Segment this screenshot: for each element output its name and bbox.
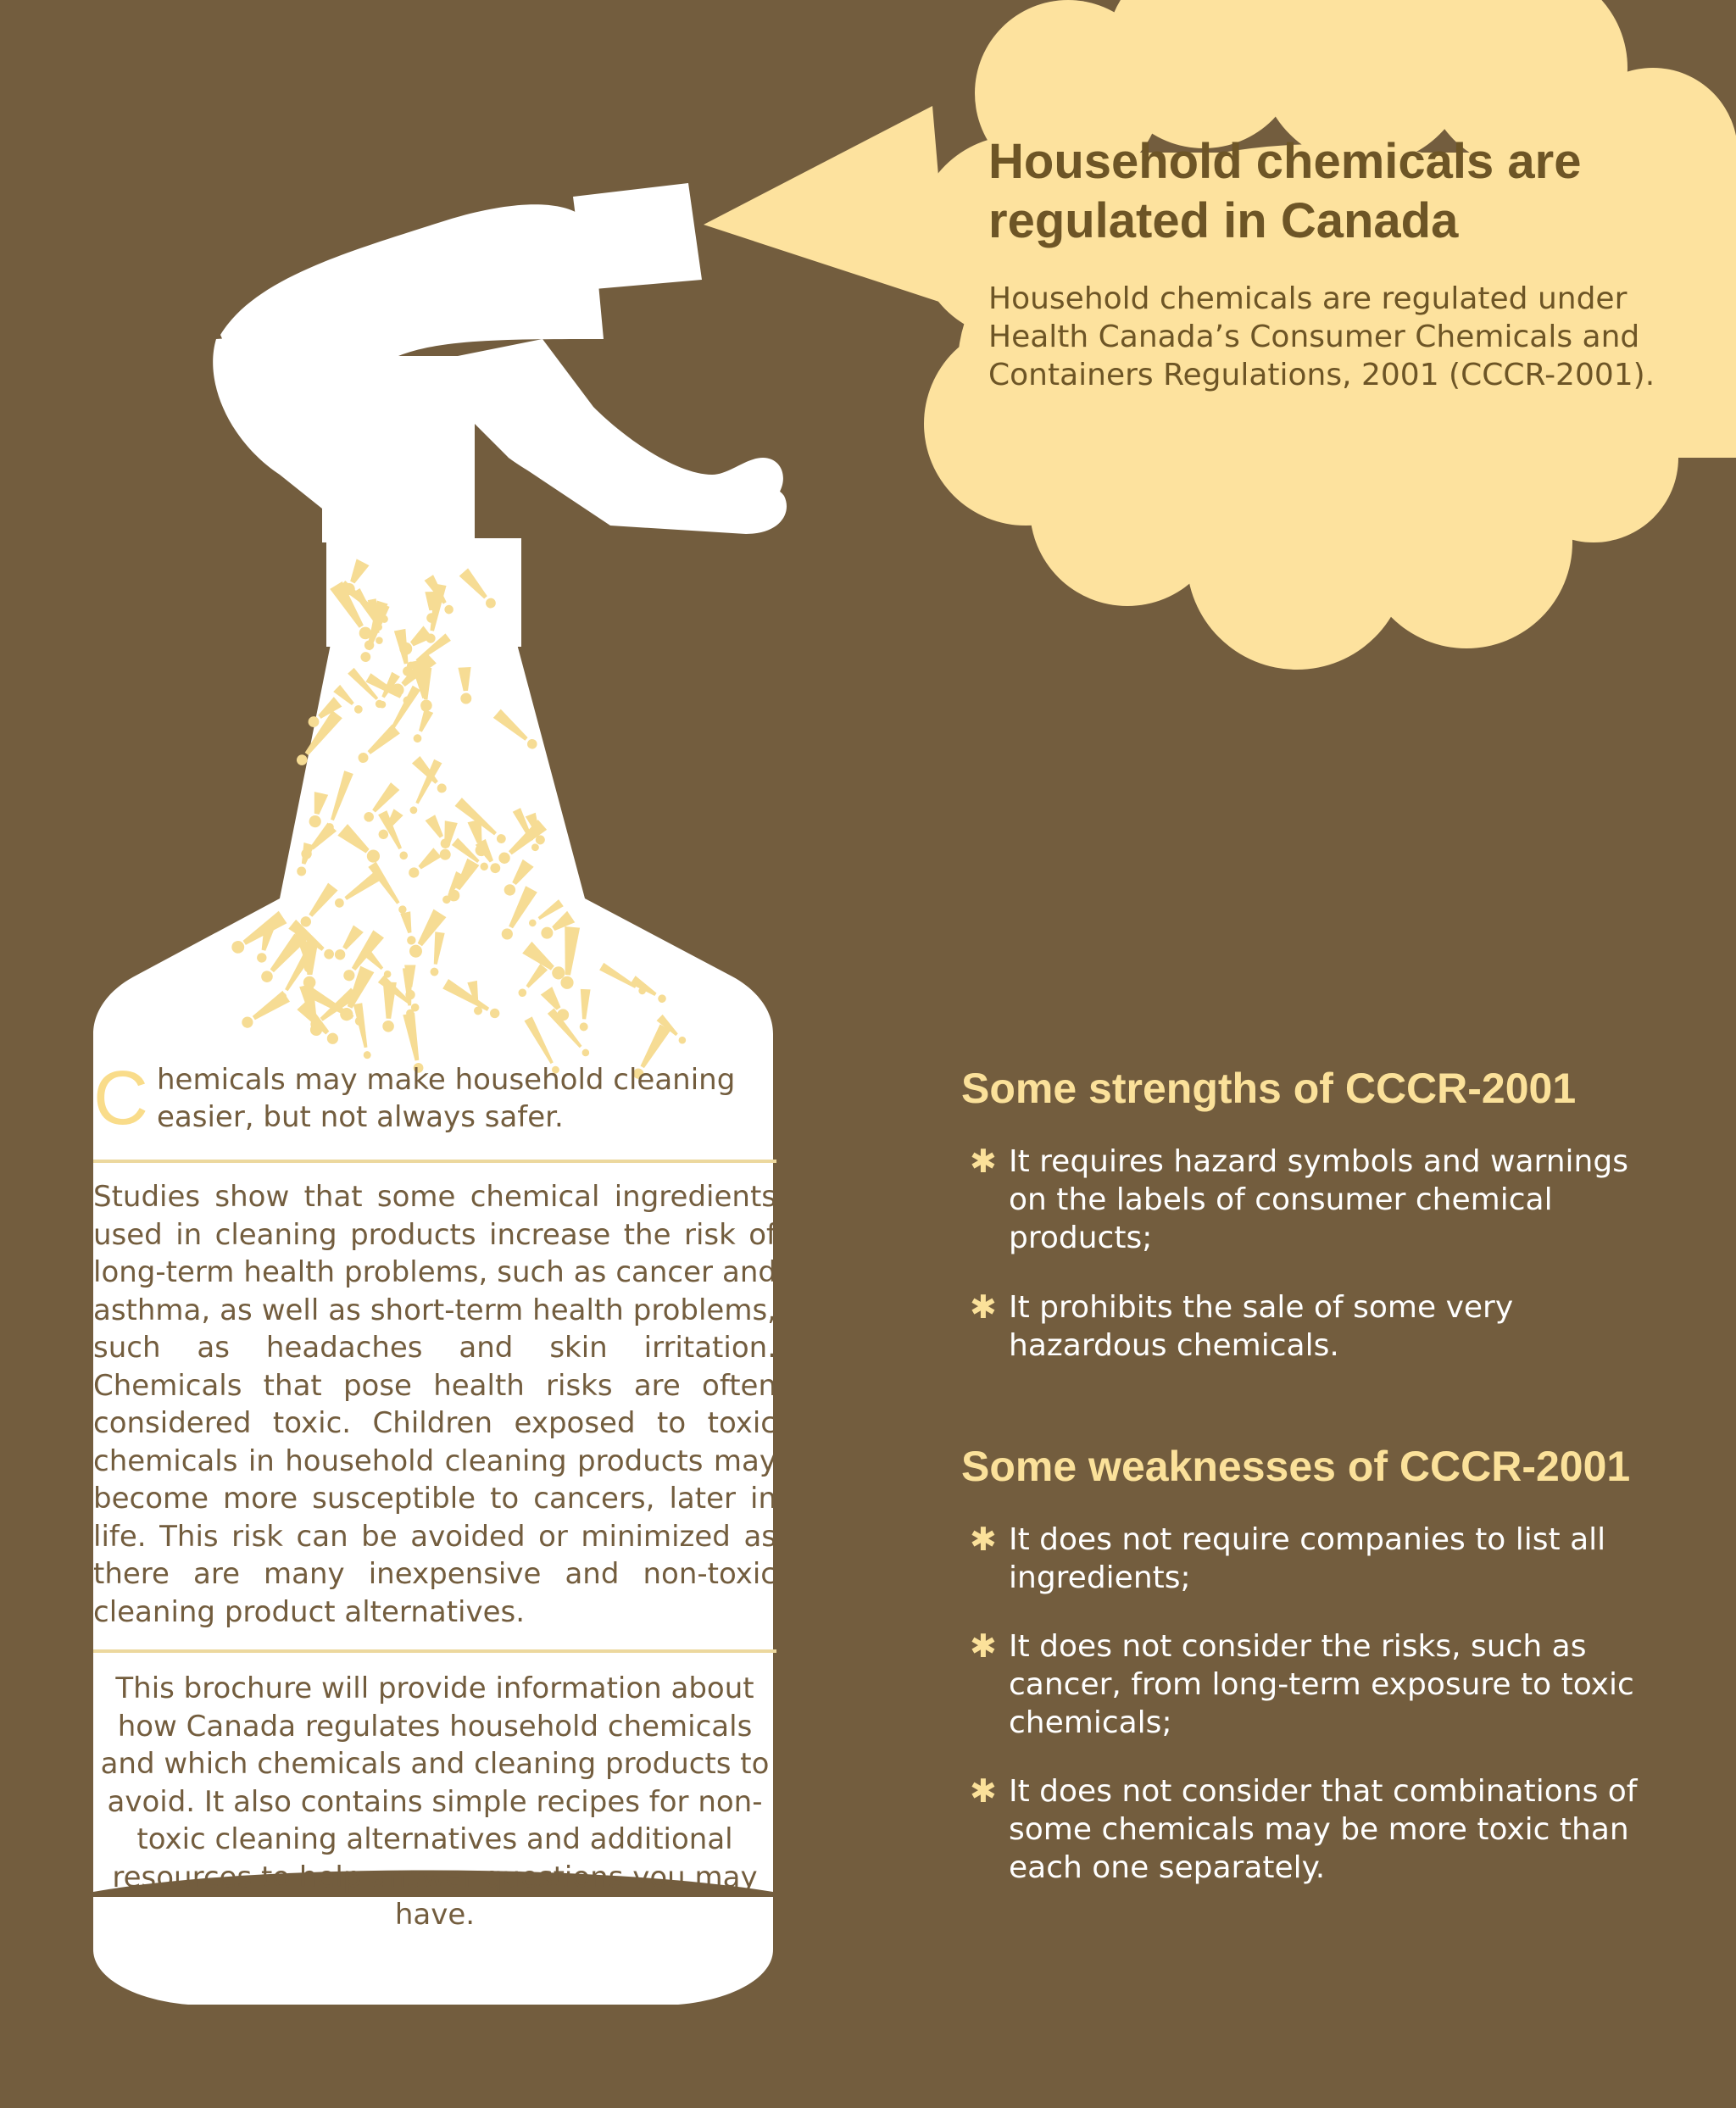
- intro-lead-text: hemicals may make household cleaning easier, but not always safer.: [157, 1063, 736, 1134]
- bubble-title: Household chemicals are regulated in Canada: [988, 134, 1582, 248]
- weakness-text: It does not require companies to list all ingredients;: [1009, 1522, 1606, 1595]
- asterisk-icon: ✱: [970, 1143, 997, 1180]
- weakness-item: [970, 1772, 1665, 1887]
- bubble-text: Household chemicals are regulated under Health Canada’s Consumer Chemicals and Containers Regulations, 2001 (CCCR-2001).: [988, 281, 1655, 392]
- spray-cone: [704, 106, 949, 305]
- weakness-item: [970, 1627, 1665, 1742]
- asterisk-icon: ✱: [970, 1521, 997, 1558]
- intro-lead: [93, 1056, 776, 1141]
- strength-item: [970, 1288, 1665, 1365]
- weakness-text: It does not consider that combinations of some chemicals may be more toxic than each one separately.: [1009, 1774, 1638, 1885]
- drop-cap: C: [93, 1056, 148, 1141]
- strengths-heading: Some strengths of CCCR-2001: [961, 1065, 1577, 1112]
- strength-text: It prohibits the sale of some very hazardous chemicals.: [1009, 1290, 1514, 1363]
- strength-text: It requires hazard symbols and warnings on the labels of consumer chemical products;: [1009, 1144, 1628, 1255]
- intro-paragraph: Studies show that some chemical ingredients used in cleaning products increase the risk of long-term health problems, such as cancer and asthma, as well as short-term health problems, such as headaches and skin irritation. Chemicals that pose health risks are often considered toxic. Children exposed to toxic chemicals in household cleaning products may become more susceptible to cancers, later in life. This risk can be avoided or minimized as there are many inexpensive and non-toxic cleaning product alternatives.: [93, 1180, 776, 1629]
- divider: [93, 1160, 776, 1163]
- divider: [93, 1649, 776, 1653]
- asterisk-icon: ✱: [970, 1288, 997, 1326]
- asterisk-icon: ✱: [970, 1627, 997, 1665]
- strength-item: [970, 1143, 1665, 1257]
- weakness-text: It does not consider the risks, such as cancer, from long-term exposure to toxic chemicals;: [1009, 1629, 1634, 1740]
- closing-paragraph: This brochure will provide information about how Canada regulates household chemicals and which chemicals and cleaning products to avoid. It also contains simple recipes for non-toxic cleaning alternatives and additional resources to help answer questions you may have.: [100, 1671, 770, 1932]
- asterisk-icon: ✱: [970, 1772, 997, 1810]
- weakness-item: [970, 1521, 1665, 1597]
- weaknesses-heading: Some weaknesses of CCCR-2001: [961, 1443, 1631, 1490]
